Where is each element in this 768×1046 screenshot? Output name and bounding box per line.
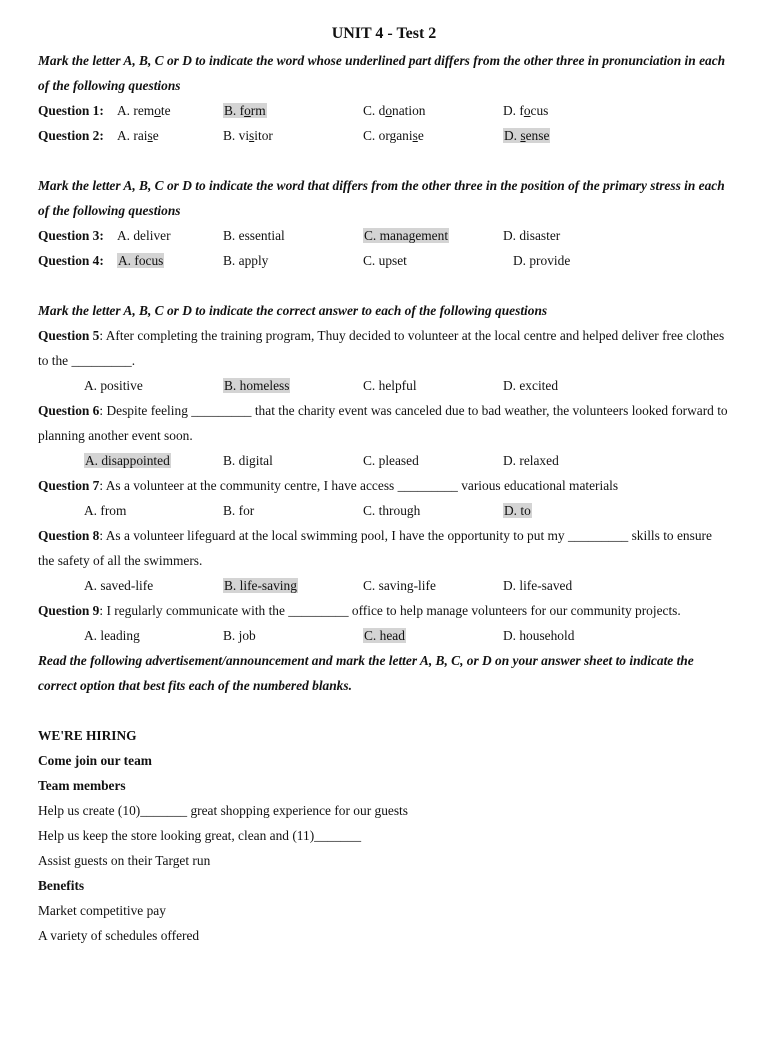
q6-option-a: A. disappointed <box>85 453 170 468</box>
q3-option-c: C. management <box>364 228 449 243</box>
ad-subheading: Come join our team <box>38 753 152 768</box>
q1-option-b: B. form <box>224 103 266 118</box>
question-3-label: Question 3: <box>38 228 104 243</box>
q2-option-a: A. raise <box>117 128 159 143</box>
q2-option-c: C. organise <box>363 128 424 143</box>
question-9-stem: Question 9: I regularly communicate with the _________ office to help manage volunteers for our community projects. <box>38 603 681 618</box>
question-3-row <box>38 223 730 248</box>
q8-option-d: D. life-saved <box>503 578 573 593</box>
team-members-heading: Team members <box>38 778 126 793</box>
q4-option-d: D. provide <box>513 253 571 268</box>
q9-option-c: C. head <box>364 628 405 643</box>
q7-option-a: A. from <box>84 503 127 518</box>
question-1-row <box>38 98 730 123</box>
q3-option-b: B. essential <box>223 228 285 243</box>
q7-option-c: C. through <box>363 503 421 518</box>
q5-option-a: A. positive <box>84 378 143 393</box>
q7-option-d: D. to <box>504 503 531 518</box>
benefit-pay: Market competitive pay <box>38 903 166 918</box>
q9-option-b: B. job <box>223 628 256 643</box>
q5-option-d: D. excited <box>503 378 559 393</box>
q1-option-a: A. remote <box>117 103 171 118</box>
ad-line-10: Help us create (10)_______ great shopping experience for our guests <box>38 803 408 818</box>
question-2-row <box>38 123 730 148</box>
q2-option-b: B. visitor <box>223 128 273 143</box>
q3-option-d: D. disaster <box>503 228 561 243</box>
question-5-options <box>38 373 730 398</box>
question-5-stem: Question 5: After completing the training program, Thuy decided to volunteer at the local centre and helped deliver free clothes to the _________. <box>38 328 725 368</box>
question-6-stem: Question 6: Despite feeling _________ that the charity event was canceled due to bad weather, the volunteers looked forward to planning another event soon. <box>38 403 728 443</box>
question-9-options <box>38 623 730 648</box>
page-title: UNIT 4 - Test 2 <box>331 25 437 42</box>
question-7-stem: Question 7: As a volunteer at the community centre, I have access _________ various educational materials <box>38 478 619 493</box>
q1-option-c: C. donation <box>363 103 426 118</box>
question-7-options <box>38 498 730 523</box>
q5-option-b: B. homeless <box>224 378 290 393</box>
benefits-heading: Benefits <box>38 878 85 893</box>
q2-option-d: D. sense <box>504 128 550 143</box>
ad-line-11: Help us keep the store looking great, clean and (11)_______ <box>38 828 362 843</box>
q6-option-d: D. relaxed <box>503 453 559 468</box>
question-2-label: Question 2: <box>38 128 104 143</box>
vocab-instruction: Mark the letter A, B, C or D to indicate the correct answer to each of the following questions <box>38 303 548 318</box>
q4-option-a: A. focus <box>118 253 164 268</box>
stress-instruction: Mark the letter A, B, C or D to indicate the word that differs from the other three in the position of the primary stress in each of the following questions <box>38 178 725 218</box>
q4-option-c: C. upset <box>363 253 407 268</box>
question-4-label: Question 4: <box>38 253 104 268</box>
q6-option-c: C. pleased <box>363 453 419 468</box>
q7-option-b: B. for <box>223 503 255 518</box>
question-4-row <box>38 248 730 273</box>
q5-option-c: C. helpful <box>363 378 417 393</box>
ad-line-assist: Assist guests on their Target run <box>38 853 211 868</box>
q4-option-b: B. apply <box>223 253 269 268</box>
q9-option-a: A. leading <box>84 628 140 643</box>
q1-option-d: D. focus <box>503 103 549 118</box>
pronunciation-instruction: Mark the letter A, B, C or D to indicate the word whose underlined part differs from the other three in pronunciation in each of the following questions <box>38 53 726 93</box>
q6-option-b: B. digital <box>223 453 273 468</box>
q8-option-c: C. saving-life <box>363 578 436 593</box>
question-6-options <box>38 448 730 473</box>
question-8-stem: Question 8: As a volunteer lifeguard at the local swimming pool, I have the opportunity to put my _________ skills to ensure the safety of all the swimmers. <box>38 528 712 568</box>
q8-option-a: A. saved-life <box>84 578 154 593</box>
question-8-options <box>38 573 730 598</box>
question-1-label: Question 1: <box>38 103 104 118</box>
q3-option-a: A. deliver <box>117 228 171 243</box>
reading-instruction: Read the following advertisement/announcement and mark the letter A, B, C, or D on your answer sheet to indicate the correct option that best fits each of the numbered blanks. <box>38 653 694 693</box>
worksheet-page <box>0 22 768 1046</box>
q9-option-d: D. household <box>503 628 575 643</box>
ad-heading: WE'RE HIRING <box>38 728 137 743</box>
q8-option-b: B. life-saving <box>224 578 297 593</box>
benefit-schedules: A variety of schedules offered <box>38 928 200 943</box>
